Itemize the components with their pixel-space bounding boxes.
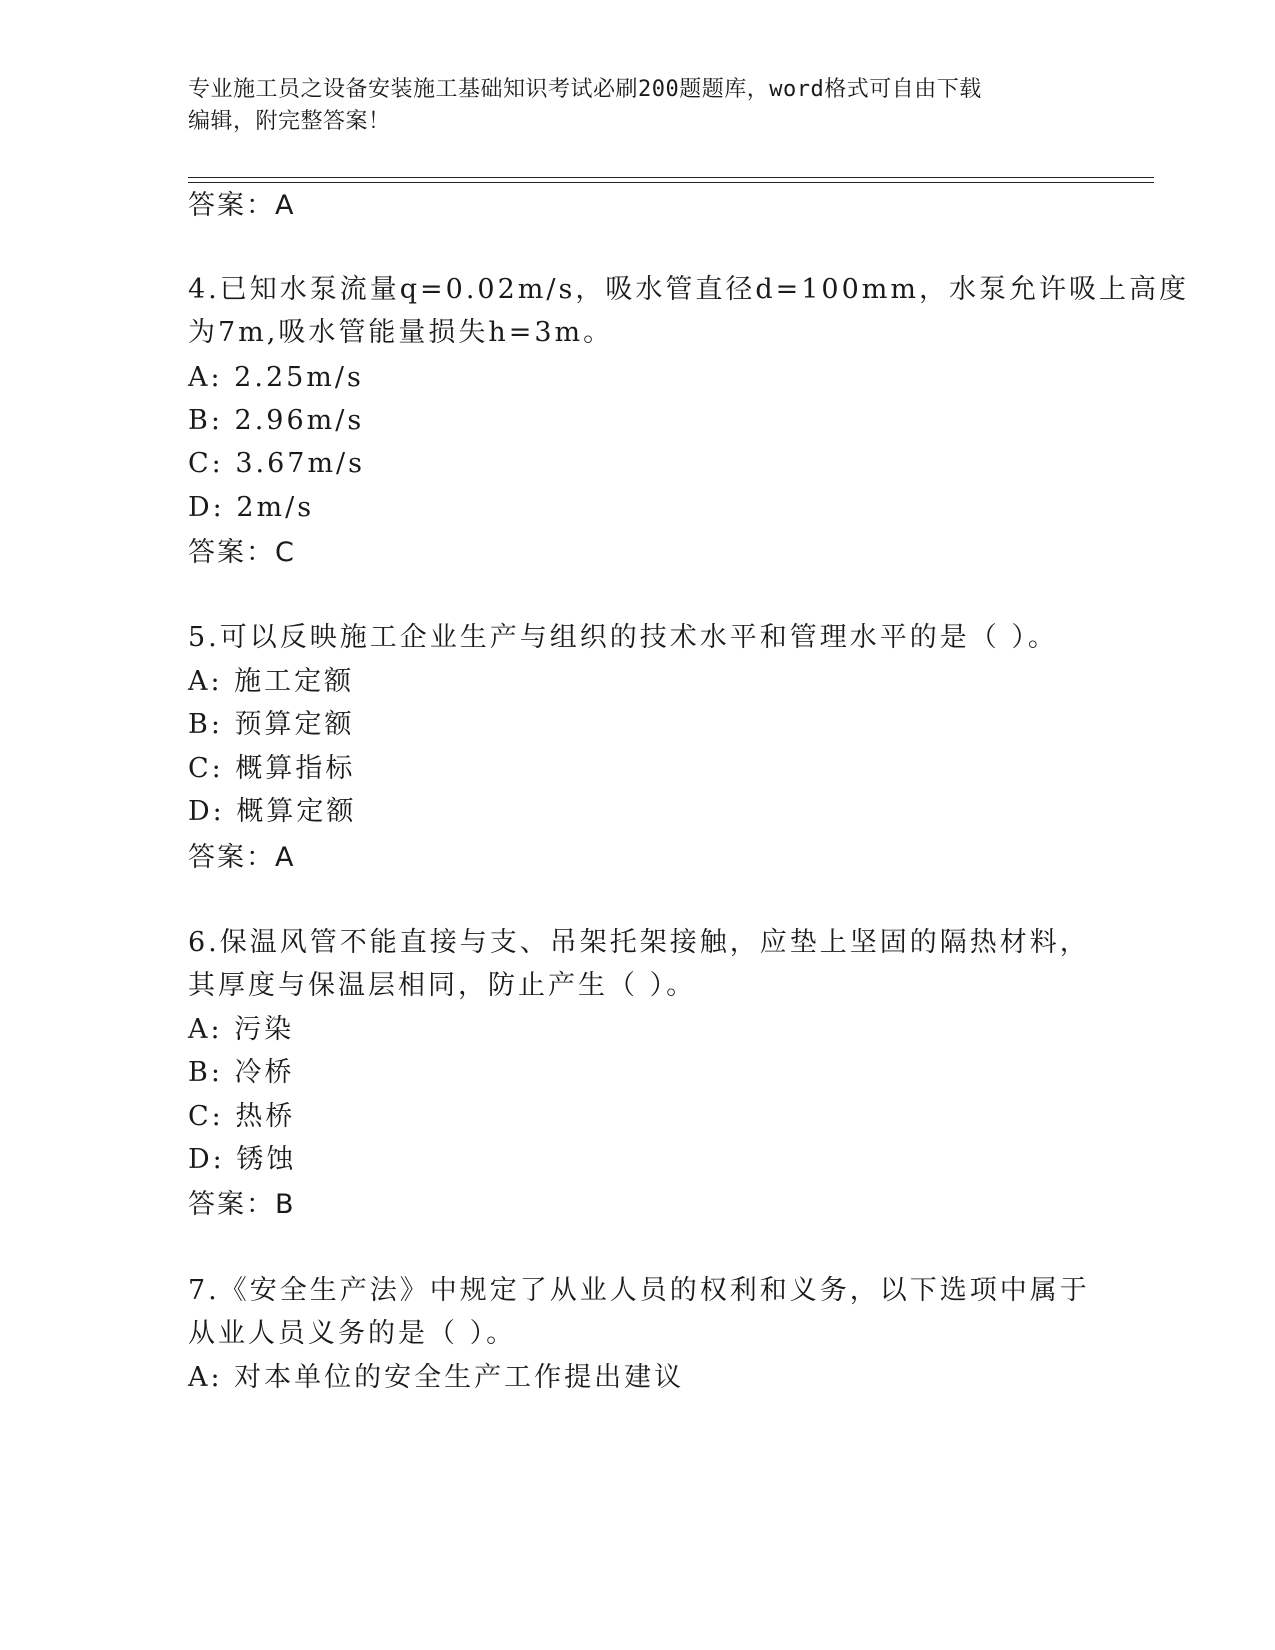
question-6-option-d: D: 锈蚀 (188, 1144, 297, 1175)
header-divider-bottom (188, 182, 1154, 183)
question-4-stem-line-1: 4.已知水泵流量q=0.02m/s，吸水管直径d=100mm，水泵允许吸上高度 (188, 274, 1189, 305)
question-5-option-a: A: 施工定额 (188, 666, 355, 697)
answer-q3: 答案：A (188, 190, 296, 221)
question-7-option-a: A: 对本单位的安全生产工作提出建议 (188, 1362, 685, 1393)
question-5-option-c: C: 概算指标 (188, 753, 356, 784)
question-6-option-b: B: 冷桥 (188, 1057, 295, 1088)
question-6-answer: 答案：B (188, 1189, 296, 1220)
question-4-option-b: B: 2.96m/s (188, 405, 365, 436)
question-7-stem-line-1: 7.《安全生产法》中规定了从业人员的权利和义务，以下选项中属于 (188, 1275, 1090, 1306)
question-4-stem-line-2: 为7m,吸水管能量损失h=3m。 (188, 317, 614, 348)
header-line-2: 编辑，附完整答案！ (188, 109, 391, 134)
question-6-stem-line-2: 其厚度与保温层相同，防止产生（ ）。 (188, 970, 697, 1001)
header-divider-top (188, 177, 1154, 178)
question-4-option-a: A: 2.25m/s (188, 362, 364, 393)
question-6-option-c: C: 热桥 (188, 1101, 296, 1132)
question-7-stem-line-2: 从业人员义务的是（ ）。 (188, 1318, 517, 1349)
question-4-option-d: D: 2m/s (188, 492, 315, 523)
question-4-answer: 答案：C (188, 537, 296, 568)
question-5-option-b: B: 预算定额 (188, 709, 355, 740)
question-6-stem-line-1: 6.保温风管不能直接与支、吊架托架接触，应垫上坚固的隔热材料， (188, 927, 1090, 958)
question-4-option-c: C: 3.67m/s (188, 448, 366, 479)
question-5-answer: 答案：A (188, 842, 296, 873)
question-5-option-d: D: 概算定额 (188, 796, 357, 827)
document-header (188, 74, 1088, 138)
question-5-stem-line-1: 5.可以反映施工企业生产与组织的技术水平和管理水平的是（ ）。 (188, 622, 1058, 653)
question-6-option-a: A: 污染 (188, 1014, 295, 1045)
header-line-1: 专业施工员之设备安装施工基础知识考试必刷200题题库，word格式可自由下载 (188, 77, 982, 102)
